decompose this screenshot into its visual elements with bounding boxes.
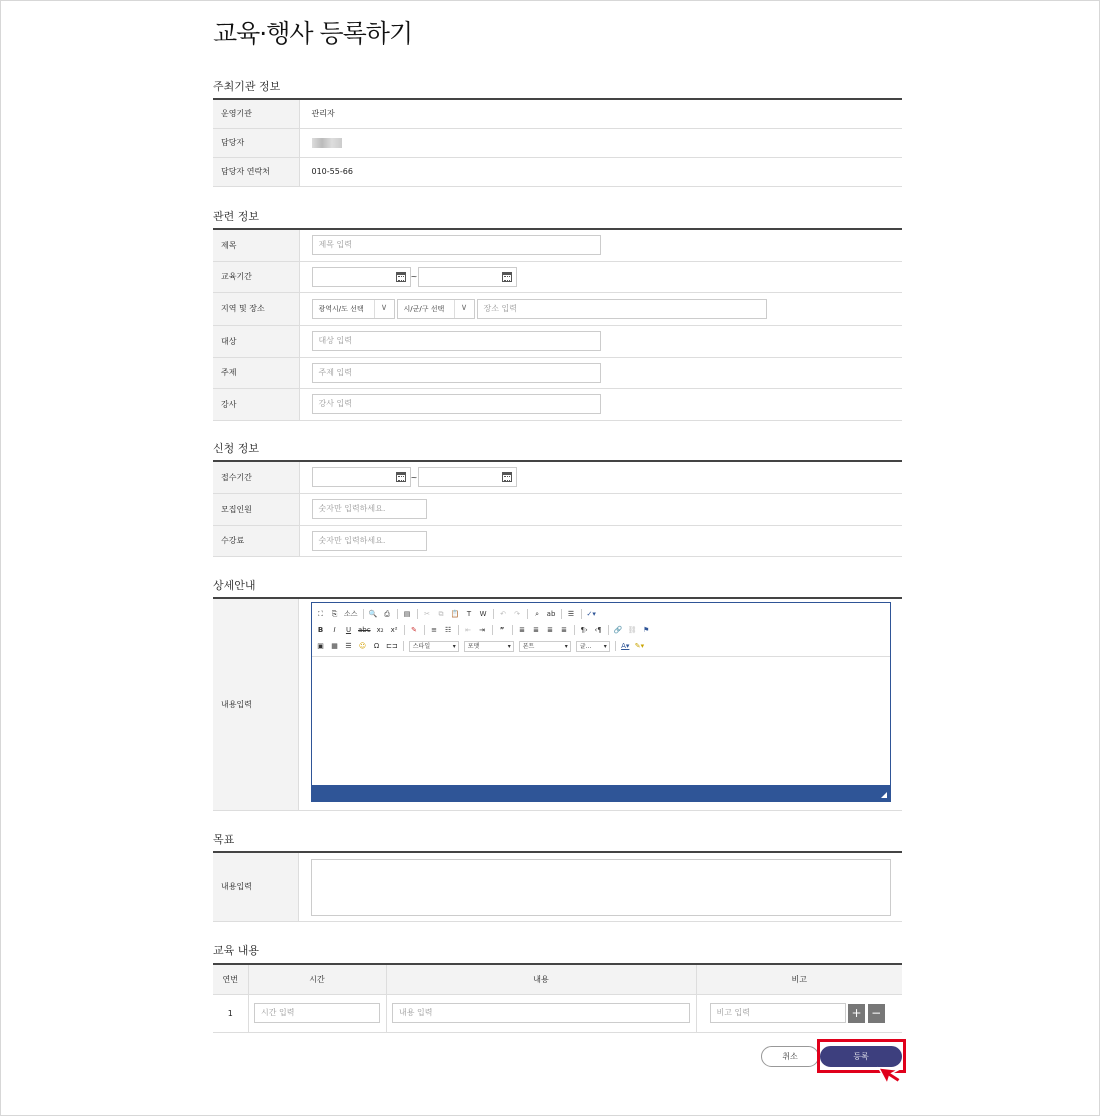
- table-row: [213, 994, 902, 1032]
- caret-down-icon: ▾: [564, 642, 568, 650]
- row-label: 접수기간: [213, 461, 299, 493]
- col-header-content: 내용: [386, 964, 696, 994]
- operator-value: 관리자: [299, 99, 902, 128]
- row-label: 담당자: [213, 128, 299, 157]
- col-header-no: 연번: [213, 964, 248, 994]
- tilde: ~: [410, 272, 418, 281]
- sido-select-value: 광역시/도 선택: [318, 304, 364, 313]
- editor-statusbar: [312, 785, 890, 801]
- bullet-list-icon[interactable]: ☷: [444, 626, 452, 634]
- font-dropdown-label: 폰트: [522, 642, 535, 650]
- align-justify-icon[interactable]: ≣: [561, 626, 568, 634]
- replace-icon[interactable]: ab: [546, 610, 556, 618]
- font-size-dropdown[interactable]: [576, 641, 610, 652]
- unlink-icon[interactable]: ⛓: [627, 626, 637, 634]
- col-header-note: 비고: [696, 964, 902, 994]
- special-char-icon[interactable]: Ω: [373, 642, 380, 650]
- section-title-edu: 교육 내용: [213, 944, 260, 957]
- paste-icon[interactable]: 📋: [450, 610, 460, 618]
- chevron-down-icon: ∨: [374, 300, 394, 318]
- smiley-icon[interactable]: ☺: [358, 642, 367, 650]
- template-icon[interactable]: ▤: [403, 610, 411, 618]
- style-dropdown[interactable]: [409, 641, 459, 652]
- horizontal-line-icon[interactable]: ☰: [345, 642, 352, 650]
- outdent-icon[interactable]: ⇤: [465, 626, 472, 634]
- numbered-list-icon[interactable]: ≡: [431, 626, 438, 634]
- col-header-time: 시간: [248, 964, 386, 994]
- align-right-icon[interactable]: ≣: [547, 626, 554, 634]
- row-label: 교육기간: [213, 261, 299, 292]
- format-dropdown-label: 포맷: [467, 642, 480, 650]
- editor-content-area[interactable]: [312, 657, 890, 785]
- recruit-count-input[interactable]: 숫자만 입력하세요.: [312, 499, 427, 519]
- align-left-icon[interactable]: ≣: [519, 626, 526, 634]
- source-icon[interactable]: ⎘: [331, 610, 338, 618]
- undo-icon[interactable]: ↶: [500, 610, 506, 618]
- image-icon[interactable]: ▣: [317, 642, 324, 650]
- indent-icon[interactable]: ⇥: [479, 626, 486, 634]
- detail-section: [213, 597, 902, 811]
- edu-start-date-input[interactable]: [312, 267, 411, 287]
- anchor-flag-icon[interactable]: ⚑: [642, 626, 650, 634]
- link-icon[interactable]: 🔗: [613, 626, 623, 634]
- row-label: 담당자 연락처: [213, 157, 299, 186]
- edu-end-date-input[interactable]: [418, 267, 517, 287]
- superscript-icon[interactable]: x²: [390, 626, 398, 634]
- row-label: 운영기관: [213, 99, 299, 128]
- sido-select[interactable]: [312, 299, 395, 319]
- maximize-icon[interactable]: ⛶: [318, 610, 323, 618]
- note-input[interactable]: 비고 입력: [710, 1003, 846, 1023]
- caret-down-icon: ▾: [507, 642, 511, 650]
- row-label: 지역 및 장소: [213, 292, 299, 325]
- theme-input[interactable]: 주제 입력: [312, 363, 601, 383]
- manager-name-redacted: [312, 138, 342, 148]
- pointer-cursor-icon: [876, 1061, 906, 1093]
- apply-info-table: [213, 460, 902, 557]
- row-label: 내용입력: [213, 599, 299, 810]
- remove-format-icon[interactable]: ✎: [411, 626, 418, 634]
- content-input[interactable]: 내용 입력: [392, 1003, 690, 1023]
- page-title: 교육·행사 등록하기: [213, 19, 413, 48]
- fee-input[interactable]: 숫자만 입력하세요.: [312, 531, 427, 551]
- select-all-icon[interactable]: ☰: [567, 610, 575, 618]
- host-info-table: [213, 98, 902, 187]
- print-icon[interactable]: ⎙: [384, 610, 390, 618]
- underline-icon[interactable]: U: [345, 626, 352, 634]
- row-number: 1: [213, 994, 248, 1032]
- submit-button[interactable]: 등록: [820, 1046, 902, 1067]
- place-input[interactable]: 장소 입력: [477, 299, 767, 319]
- row-label: 강사: [213, 388, 299, 420]
- rtl-icon[interactable]: ‹¶: [594, 626, 602, 634]
- row-label: 주제: [213, 357, 299, 388]
- text-color-icon[interactable]: A▾: [621, 642, 630, 650]
- row-label: 대상: [213, 325, 299, 357]
- sigungu-select[interactable]: [397, 299, 475, 319]
- subscript-icon[interactable]: x₂: [376, 626, 384, 634]
- align-center-icon[interactable]: ≣: [533, 626, 540, 634]
- redo-icon[interactable]: ↷: [514, 610, 520, 618]
- apply-start-date-input[interactable]: [312, 467, 411, 487]
- tilde: ~: [410, 472, 418, 482]
- lecturer-input[interactable]: 강사 입력: [312, 394, 601, 414]
- bg-color-icon[interactable]: ✎▾: [634, 642, 645, 650]
- row-label: 제목: [213, 229, 299, 261]
- style-dropdown-label: 스타일: [412, 642, 431, 650]
- strike-icon[interactable]: abc: [358, 626, 371, 634]
- ltr-icon[interactable]: ¶›: [580, 626, 588, 634]
- row-label: 모집인원: [213, 493, 299, 525]
- font-size-dropdown-label: 글...: [579, 642, 592, 650]
- subject-input[interactable]: 제목 입력: [312, 235, 601, 255]
- apply-end-date-input[interactable]: [418, 467, 517, 487]
- section-title-detail: 상세안내: [213, 579, 256, 592]
- copy-icon[interactable]: ⧉: [438, 610, 444, 618]
- preview-icon[interactable]: 🔍: [368, 610, 378, 618]
- sigungu-select-value: 시/군/구 선택: [403, 304, 445, 313]
- cut-icon[interactable]: ✂: [424, 610, 430, 618]
- rich-text-editor: [311, 602, 891, 802]
- chevron-down-icon: ∨: [454, 300, 474, 318]
- section-title-related: 관련 정보: [213, 210, 260, 223]
- calendar-icon[interactable]: [502, 472, 512, 482]
- row-label: 내용입력: [213, 853, 299, 921]
- source-button[interactable]: 소스: [344, 610, 358, 618]
- caret-down-icon: ▾: [452, 642, 456, 650]
- target-input[interactable]: 대상 입력: [312, 331, 601, 351]
- add-row-button[interactable]: +: [848, 1004, 865, 1023]
- font-dropdown[interactable]: [519, 641, 571, 652]
- editor-toolbar: [312, 603, 890, 657]
- caret-down-icon: ▾: [603, 642, 607, 650]
- time-input[interactable]: 시간 입력: [254, 1003, 380, 1023]
- calendar-icon[interactable]: [396, 472, 406, 482]
- italic-icon[interactable]: I: [333, 626, 336, 634]
- goal-section: [213, 851, 902, 922]
- resize-grip-icon[interactable]: [881, 792, 887, 798]
- section-title-host: 주최기관 정보: [213, 80, 281, 93]
- format-dropdown[interactable]: [464, 641, 514, 652]
- remove-row-button[interactable]: −: [868, 1004, 885, 1023]
- page-break-icon[interactable]: ⊏⊐: [386, 642, 398, 650]
- manager-phone-value: 010-55-66: [299, 157, 902, 186]
- section-title-apply: 신청 정보: [213, 442, 260, 455]
- paste-text-icon[interactable]: T: [466, 610, 472, 618]
- blockquote-icon[interactable]: ”: [499, 626, 505, 634]
- goal-textarea[interactable]: [311, 859, 891, 916]
- row-label: 수강료: [213, 525, 299, 556]
- spellcheck-icon[interactable]: ✓▾: [586, 610, 596, 618]
- edu-content-table: [213, 963, 902, 1033]
- cancel-button[interactable]: 취소: [761, 1046, 819, 1067]
- section-title-goal: 목표: [213, 833, 235, 846]
- bold-icon[interactable]: B: [317, 626, 324, 634]
- find-icon[interactable]: ⌕: [535, 610, 539, 618]
- calendar-icon[interactable]: [396, 272, 406, 282]
- calendar-icon[interactable]: [502, 272, 512, 282]
- related-info-table: [213, 228, 902, 421]
- paste-word-icon[interactable]: W: [479, 610, 487, 618]
- table-icon[interactable]: ▦: [331, 642, 338, 650]
